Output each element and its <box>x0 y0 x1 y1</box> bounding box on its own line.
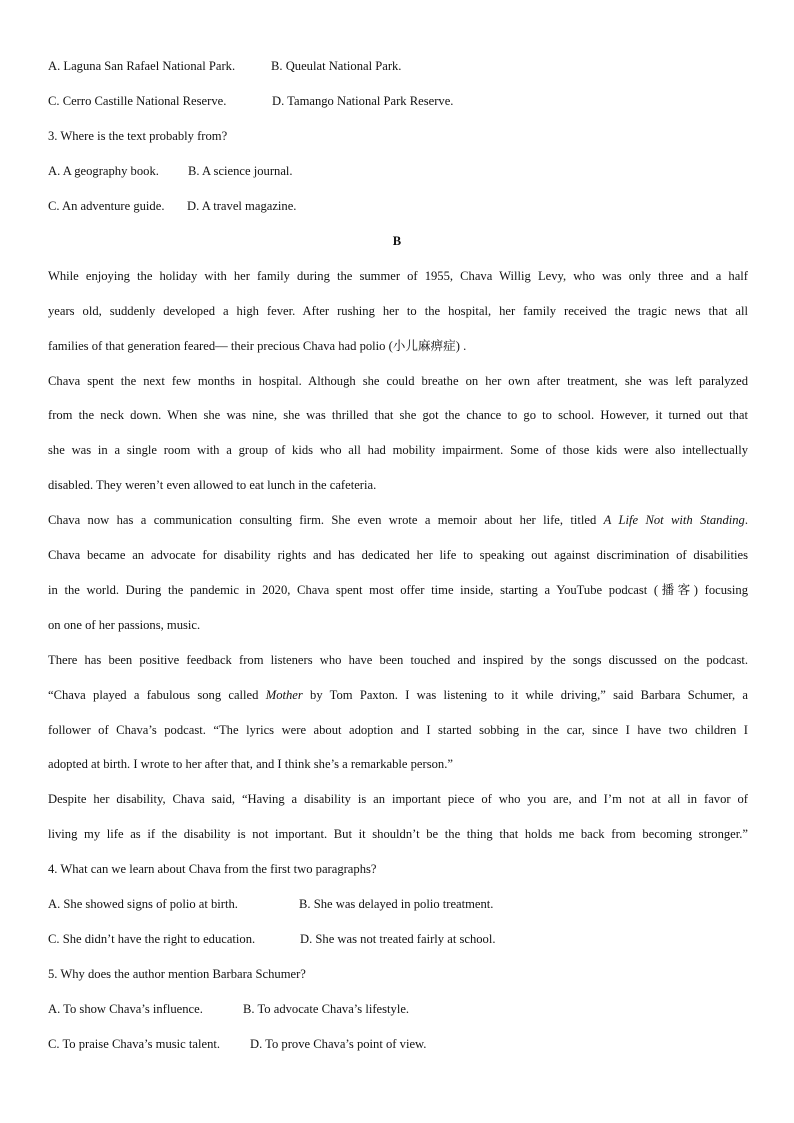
passage-line: years old, suddenly developed a high fever. After rushing her to the hospital, her family received the tragic news that all <box>48 304 748 318</box>
passage-line: Despite her disability, Chava said, “Having a disability is an important piece of who you are, and I’m not at all in favor of <box>48 792 748 806</box>
passage-line: in the world. During the pandemic in 2020, Chava spent most offer time inside, starting a YouTube podcast (播客) focusing <box>48 583 748 597</box>
q4-options-row-1 <box>48 896 748 912</box>
q2-options-row-1 <box>48 58 748 74</box>
passage-text: Chava now has a communication consulting firm. She even wrote a memoir about her life, titled <box>48 513 604 527</box>
passage-line: adopted at birth. I wrote to her after that, and I think she’s a remarkable person.” <box>48 757 453 771</box>
passage-line <box>48 687 748 703</box>
q3-options-row-2 <box>48 198 748 214</box>
q3-question: 3. Where is the text probably from? <box>48 129 228 143</box>
q4-option-d: D. She was not treated fairly at school. <box>300 932 496 946</box>
passage-line: Chava became an advocate for disability rights and has dedicated her life to speaking out against discrimination of disabilities <box>48 548 748 562</box>
passage-line: from the neck down. When she was nine, she was thrilled that she got the chance to go to school. However, it turned out that <box>48 408 748 422</box>
memoir-title: A Life Not with Standing <box>603 513 745 527</box>
q4-option-c: C. She didn’t have the right to education. <box>48 932 256 946</box>
passage-line: follower of Chava’s podcast. “The lyrics were about adoption and I started sobbing in the car, since I have two children I <box>48 723 748 737</box>
passage-line: on one of her passions, music. <box>48 618 201 632</box>
q5-question: 5. Why does the author mention Barbara Schumer? <box>48 967 306 981</box>
q5-option-d: D. To prove Chava’s point of view. <box>250 1037 427 1051</box>
passage-line <box>48 512 748 528</box>
passage-line: Chava spent the next few months in hospital. Although she could breathe on her own after treatment, she was left paralyzed <box>48 374 748 388</box>
passage-text: . <box>744 513 748 527</box>
song-title: Mother <box>265 688 303 702</box>
passage-line: she was in a single room with a group of kids who all had mobility impairment. Some of those kids were also intellectually <box>48 443 748 457</box>
passage-line: living my life as if the disability is not important. But it shouldn’t be the thing that holds me back from becoming stronger.” <box>48 827 748 841</box>
passage-text: by Tom Paxton. I was listening to it while driving,” said Barbara Schumer, a <box>302 688 748 702</box>
q3-option-c: C. An adventure guide. <box>48 199 165 213</box>
q2-option-b: B. Queulat National Park. <box>271 59 402 73</box>
q2-option-a: A. Laguna San Rafael National Park. <box>48 59 236 73</box>
q5-option-b: B. To advocate Chava’s lifestyle. <box>243 1002 410 1016</box>
q4-question: 4. What can we learn about Chava from the first two paragraphs? <box>48 862 377 876</box>
passage-line: While enjoying the holiday with her family during the summer of 1955, Chava Willig Levy, who was only three and a half <box>48 269 748 283</box>
q5-options-row-1 <box>48 1001 748 1017</box>
q3-option-d: D. A travel magazine. <box>187 199 297 213</box>
section-title: B <box>392 234 402 248</box>
q5-option-a: A. To show Chava’s influence. <box>48 1002 203 1016</box>
q5-options-row-2 <box>48 1036 748 1052</box>
q4-option-a: A. She showed signs of polio at birth. <box>48 897 238 911</box>
passage-line: There has been positive feedback from listeners who have been touched and inspired by the songs discussed on the podcast. <box>48 653 748 667</box>
q2-options-row-2 <box>48 93 748 109</box>
passage-line: disabled. They weren’t even allowed to eat lunch in the cafeteria. <box>48 478 377 492</box>
passage-text: “Chava played a fabulous song called <box>48 688 266 702</box>
passage-line: families of that generation feared— their precious Chava had polio (小儿麻痹症) . <box>48 339 467 353</box>
q4-option-b: B. She was delayed in polio treatment. <box>299 897 494 911</box>
q2-option-d: D. Tamango National Park Reserve. <box>272 94 454 108</box>
q3-option-a: A. A geography book. <box>48 164 159 178</box>
q2-option-c: C. Cerro Castille National Reserve. <box>48 94 227 108</box>
q3-option-b: B. A science journal. <box>188 164 293 178</box>
q3-options-row-1 <box>48 163 748 179</box>
q4-options-row-2 <box>48 931 748 947</box>
q5-option-c: C. To praise Chava’s music talent. <box>48 1037 221 1051</box>
